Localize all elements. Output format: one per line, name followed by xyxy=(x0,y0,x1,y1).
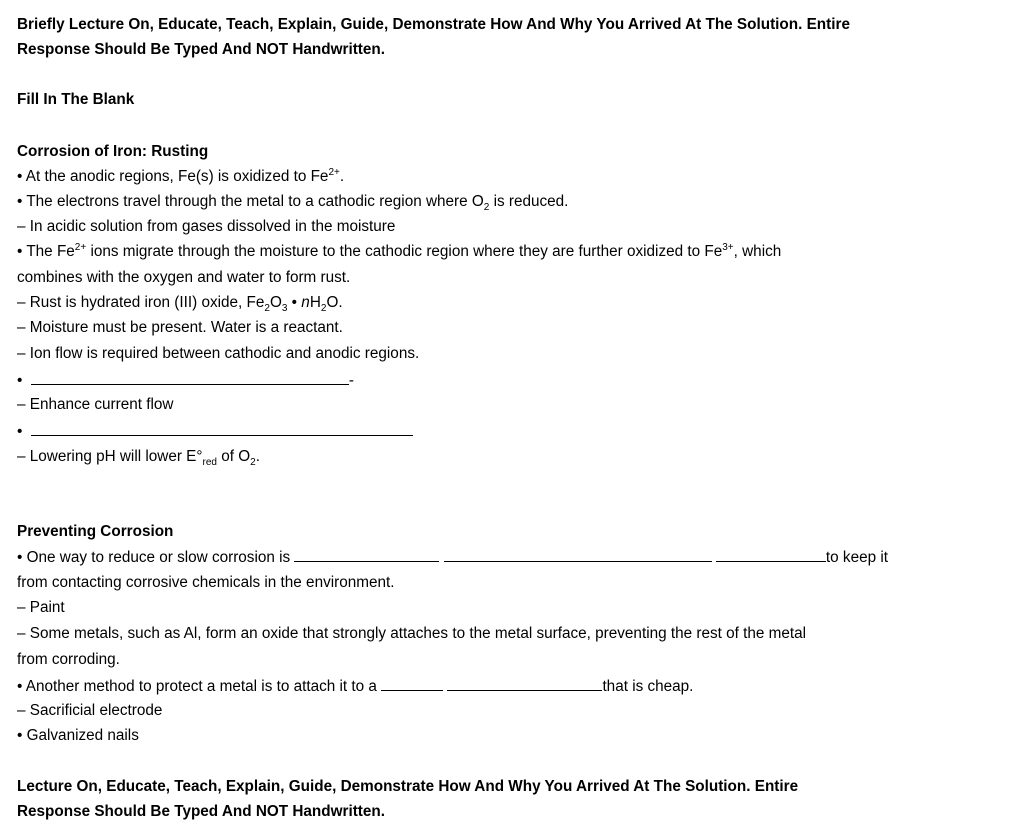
sub-oxide: – Some metals, such as Al, form an oxide that strongly attaches to the metal surface, preventing the rest of the metal xyxy=(17,625,807,642)
bullet-ions-cont: combines with the oxygen and water to form rust. xyxy=(17,269,351,286)
bullet-electrons: • The electrons travel through the metal to a cathodic region where $O_2$ is reduced. xyxy=(17,193,569,214)
sub-ph: – Lowering pH will lower $E^\circ_{red}$ of $O_2$. xyxy=(17,448,260,469)
sub-ion-flow: – Ion flow is required between cathodic and anodic regions. xyxy=(17,345,420,362)
bullet-galvanized: • Galvanized nails xyxy=(17,727,139,744)
instruction: Fill In The Blank xyxy=(17,91,135,108)
section-title-preventing: Preventing Corrosion xyxy=(17,523,174,540)
sub-current: – Enhance current flow xyxy=(17,396,174,413)
sub-rust: – Rust is hydrated iron (III) oxide, $Fe_2O_3$ • $nH_2O$. xyxy=(17,294,343,315)
bullet-blank-1: • - xyxy=(17,372,354,389)
sub-sacrificial: – Sacrificial electrode xyxy=(17,702,163,719)
blank-field[interactable] xyxy=(381,676,443,691)
footer-line-1: Lecture On, Educate, Teach, Explain, Guide, Demonstrate How And Why You Arrived At The Solution. Entire xyxy=(17,778,799,795)
sub-oxide-cont: from corroding. xyxy=(17,651,120,668)
bullet-blank-2: • xyxy=(17,421,413,441)
sub-moisture: – Moisture must be present. Water is a reactant. xyxy=(17,319,343,336)
header-line-2: Response Should Be Typed And NOT Handwritten. xyxy=(17,41,385,58)
sub-paint: – Paint xyxy=(17,599,65,616)
blank-field[interactable] xyxy=(31,421,413,436)
blank-field[interactable] xyxy=(447,676,602,691)
bullet-reduce-cont: from contacting corrosive chemicals in the environment. xyxy=(17,574,395,591)
sub-acidic: – In acidic solution from gases dissolved in the moisture xyxy=(17,218,396,235)
blank-field[interactable] xyxy=(31,370,349,385)
footer-line-2: Response Should Be Typed And NOT Handwritten. xyxy=(17,803,385,820)
header-line-1: Briefly Lecture On, Educate, Teach, Explain, Guide, Demonstrate How And Why You Arrived At The Solution. Entire xyxy=(17,16,850,33)
section-title-rusting: Corrosion of Iron: Rusting xyxy=(17,143,209,160)
blank-field[interactable] xyxy=(294,547,439,562)
blank-field[interactable] xyxy=(444,547,712,562)
blank-field[interactable] xyxy=(716,547,826,562)
bullet-reduce: • One way to reduce or slow corrosion is to keep it xyxy=(17,549,888,566)
bullet-anodic: • At the anodic regions, Fe(s) is oxidized to $Fe^{2+}$. xyxy=(17,166,345,185)
bullet-ions: • The $Fe^{2+}$ ions migrate through the moisture to the cathodic region where they are further oxidized to $Fe^{3+}$, which xyxy=(17,241,782,260)
bullet-attach: • Another method to protect a metal is to attach it to a that is cheap. xyxy=(17,678,694,695)
